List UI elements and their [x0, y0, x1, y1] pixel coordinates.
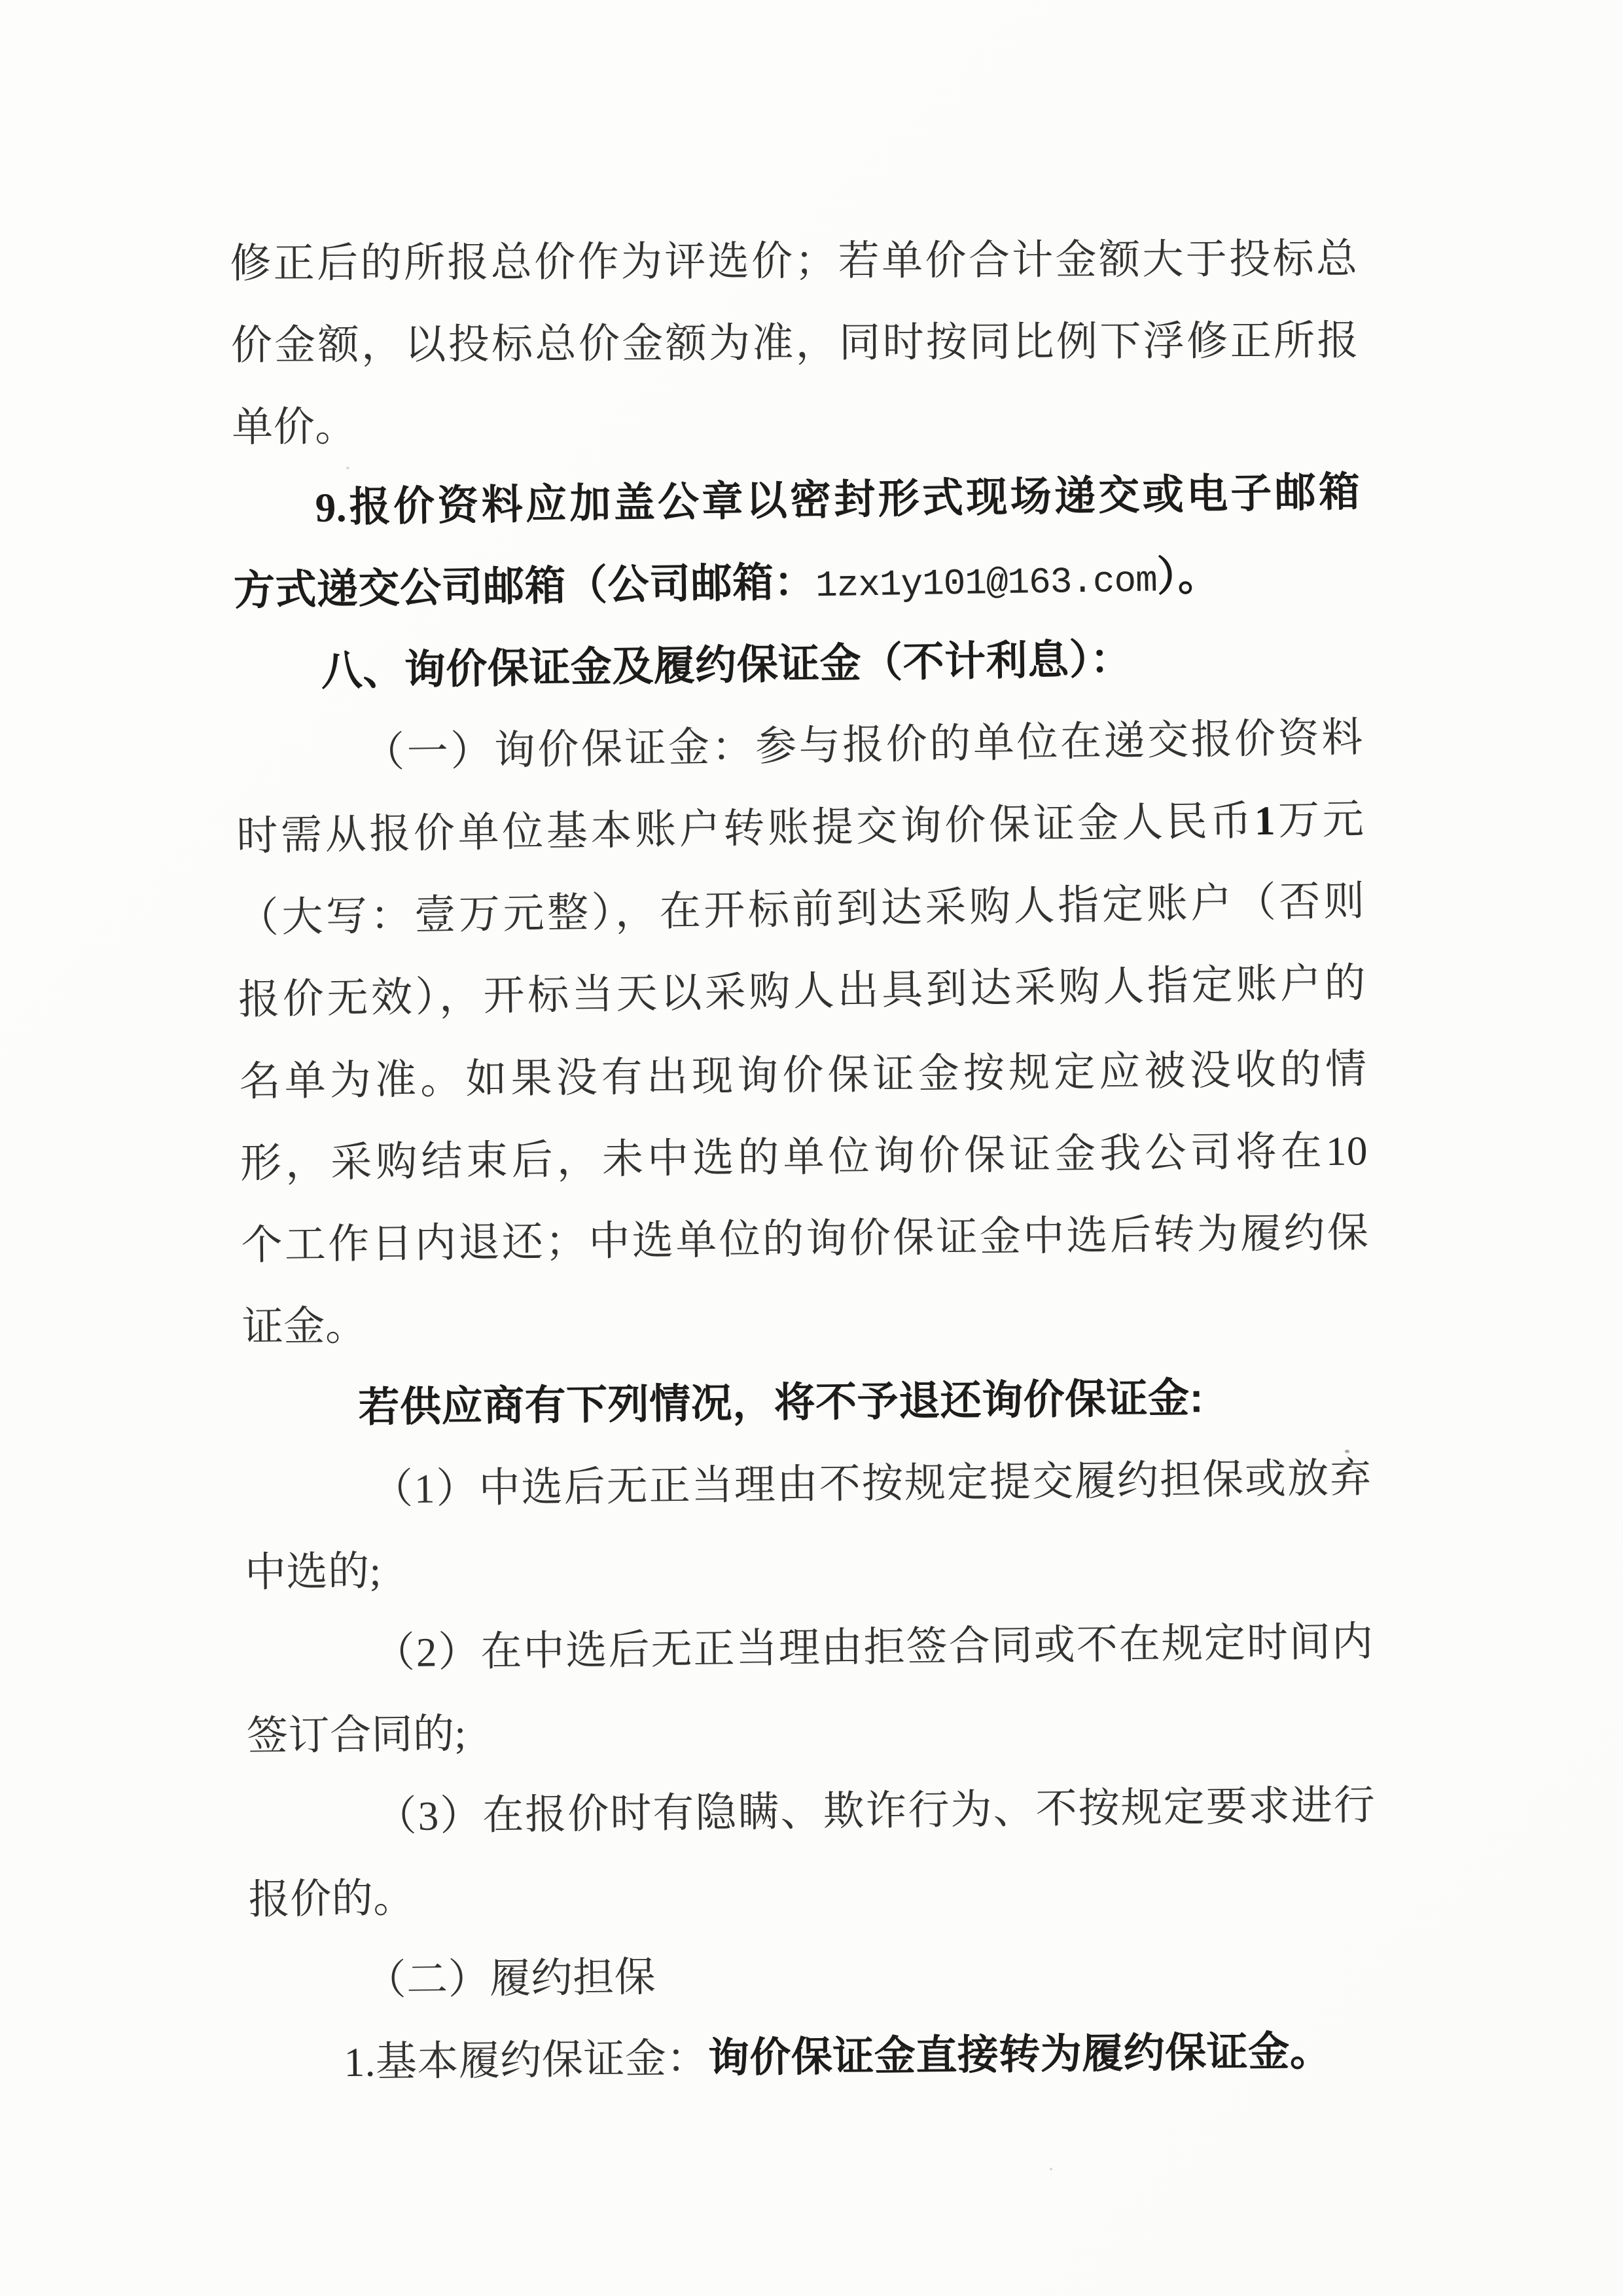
text-segment-kai: 修正后的所报总价作为评选价；若单价合计金额大于投标总 [230, 236, 1358, 287]
text-line-11 [239, 1028, 1367, 1123]
text-line-22 [249, 1928, 1378, 2023]
text-segment-kai: 万元 [1275, 796, 1364, 844]
text-segment-kai: 形，采购结束后，未中选的单位询价保证金我公司将在 [240, 1128, 1327, 1187]
scan-speck [1050, 2168, 1052, 2170]
text-segment-num: 10 [1325, 1128, 1368, 1174]
text-line-2 [231, 300, 1359, 387]
text-line-10 [238, 942, 1366, 1041]
text-segment-numbold: 9. [315, 484, 348, 531]
text-line-21 [248, 1846, 1376, 1941]
text-segment-kai: （1）中选后无正当理由不按规定提交履约担保或放弃 [371, 1455, 1372, 1513]
scan-speck [346, 467, 349, 469]
text-segment-kai: 签订合同的; [246, 1710, 467, 1759]
text-line-12 [240, 1110, 1368, 1205]
text-segment-hei: 若供应商有下列情况，将不予退还询价保证金: [358, 1375, 1204, 1431]
text-segment-kai: 报价的。 [248, 1874, 416, 1923]
text-line-16 [243, 1437, 1372, 1532]
text-segment-kai: 证金。 [241, 1302, 367, 1350]
text-line-17 [244, 1519, 1372, 1614]
text-segment-kai: 名单为准。如果没有出现询价保证金按规定应被没收的情 [239, 1046, 1367, 1105]
text-segment-kai: （二）履约担保 [365, 1954, 656, 2003]
text-segment-kai: 价金额，以投标总价金额为准，同时按同比例下浮修正所报 [230, 317, 1359, 368]
text-segment-hei: ）。 [1156, 552, 1220, 600]
text-segment-num: 1. [344, 2039, 376, 2086]
text-segment-hei: 方式递交公司邮箱（公司邮箱： [233, 559, 816, 614]
text-line-19 [246, 1683, 1374, 1778]
text-segment-kai: 个工作日内退还；中选单位的询价保证金中选后转为履约保 [241, 1210, 1369, 1268]
text-segment-kai: （大写：壹万元整），在开标前到达采购人指定账户（否则 [237, 878, 1366, 941]
text-segment-kai: 单价。 [232, 404, 357, 450]
text-segment-mono: 1zx1y101@163.com [815, 560, 1158, 607]
text-segment-hei: 询价保证金直接转为履约保证金。 [707, 2028, 1332, 2081]
text-segment-hei: 报价资料应加盖公章以密封形式现场递交或电子邮箱 [346, 469, 1361, 531]
text-segment-kai: 基本履约保证金： [375, 2035, 709, 2085]
text-line-14 [241, 1274, 1370, 1369]
text-segment-kai: （一）询价保证金：参与报价的单位在递交报价资料 [363, 714, 1364, 776]
text-segment-kai: （2）在中选后无正当理由拒签合同或不在规定时间内 [373, 1619, 1374, 1676]
document-text-block [230, 210, 1379, 2104]
text-line-18 [245, 1601, 1374, 1696]
text-line-20 [247, 1765, 1376, 1859]
text-segment-kai: 中选的; [244, 1548, 382, 1596]
text-segment-hei: 八、询价保证金及履约保证金（不计利息）： [321, 636, 1132, 694]
text-line-15 [243, 1355, 1371, 1450]
scan-speck [1345, 1450, 1349, 1453]
text-segment-kai: 报价无效），开标当天以采购人出具到达采购人指定账户的 [238, 960, 1366, 1023]
text-segment-kai: 时需从报价单位基本账户转账提交询价保证金人民币 [236, 798, 1255, 859]
text-segment-kai: （3）在报价时有隐瞒、欺诈行为、不按规定要求进行 [375, 1782, 1376, 1840]
text-segment-numbold: 1 [1254, 797, 1276, 844]
text-line-1 [230, 218, 1358, 305]
text-line-13 [241, 1192, 1369, 1287]
text-line-23 [250, 2010, 1378, 2105]
